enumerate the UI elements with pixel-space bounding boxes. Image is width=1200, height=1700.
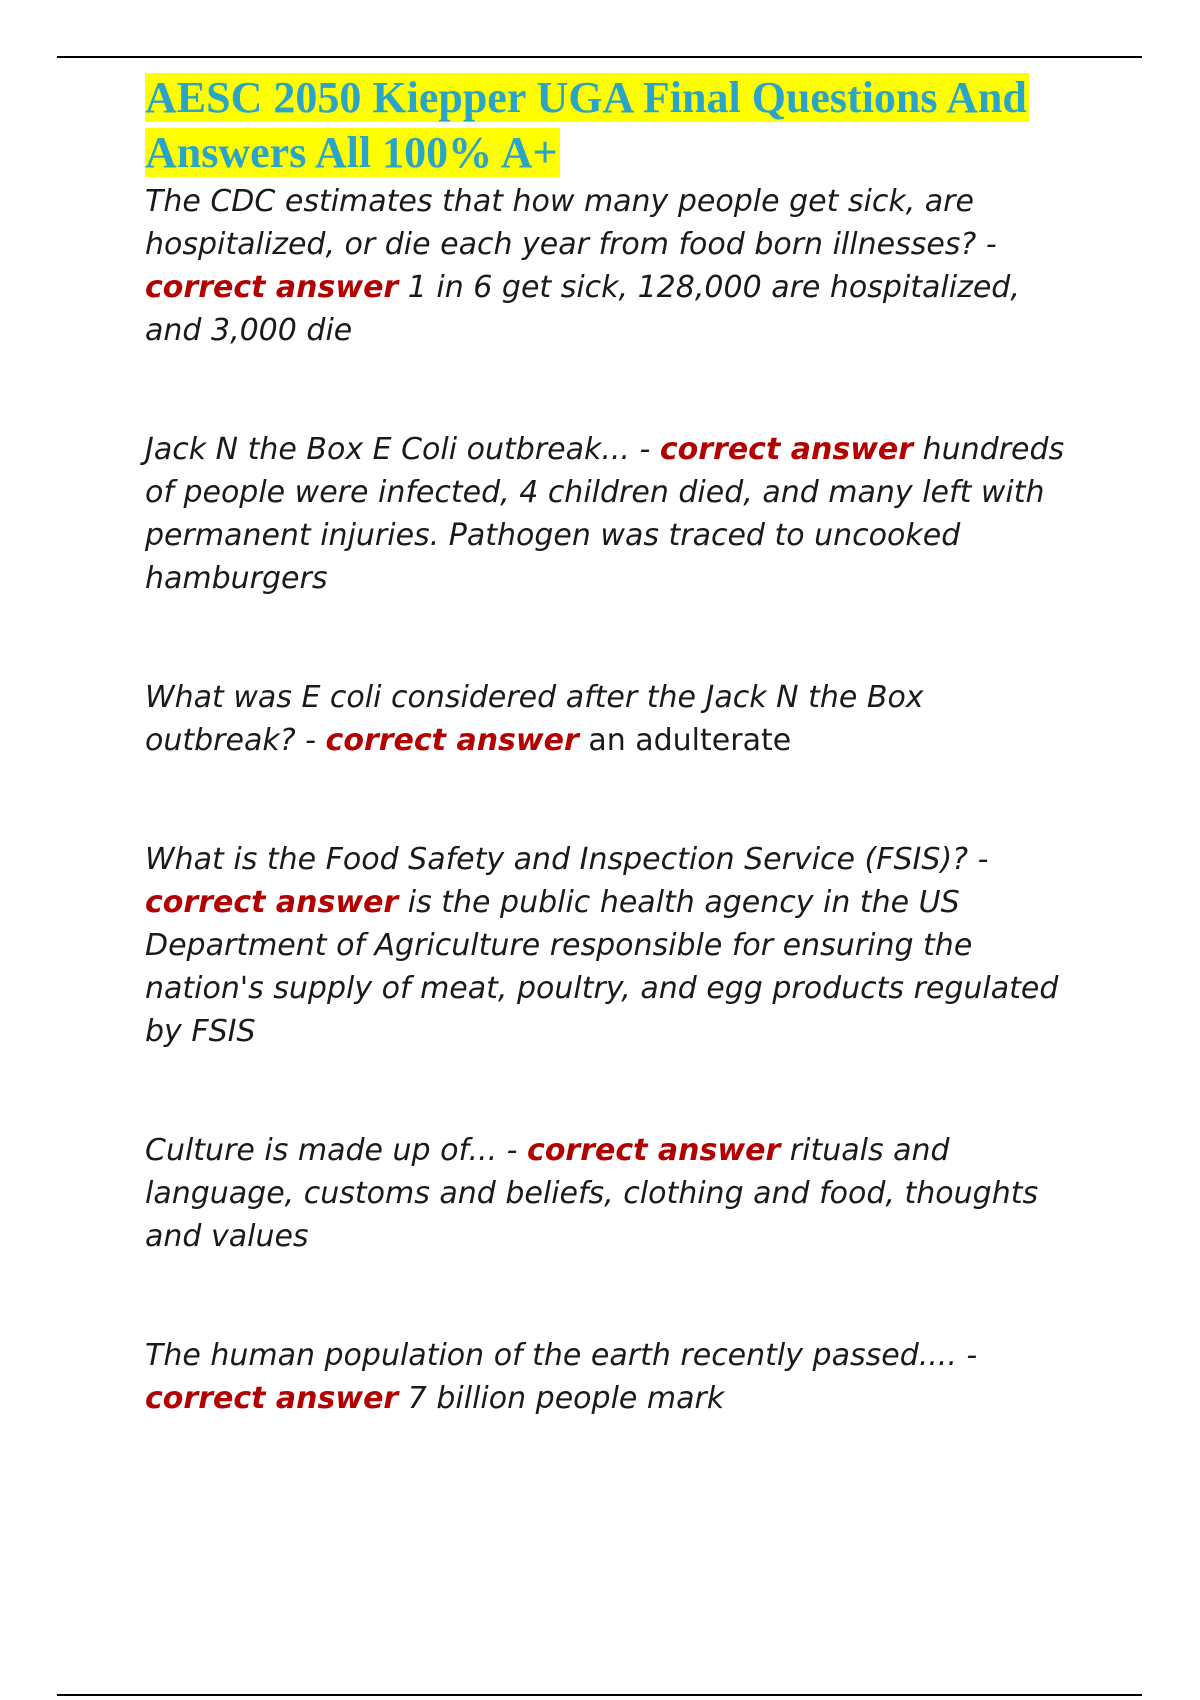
- answer-label: correct answer: [659, 432, 914, 467]
- qa-item: [145, 428, 1075, 600]
- answer-text: hundreds of people were infected, 4 children died, and many left with permanent injuries. Pathogen was traced to uncooked hamburgers: [145, 432, 1065, 596]
- question-text: The human population of the earth recently passed.... -: [145, 1338, 978, 1373]
- qa-item: [145, 838, 1075, 1053]
- answer-label: correct answer: [527, 1133, 781, 1168]
- top-rule: [57, 56, 1142, 58]
- document-title: [145, 70, 1075, 180]
- qa-item: [145, 1129, 1075, 1258]
- question-text: The CDC estimates that how many people get sick, are hospitalized, or die each year from food born illnesses? -: [145, 184, 997, 262]
- answer-label: correct answer: [325, 723, 579, 758]
- question-text: What is the Food Safety and Inspection Service (FSIS)? -: [145, 842, 989, 877]
- title-text: AESC 2050 Kiepper UGA Final Questions And Answers All 100% A+: [145, 73, 1027, 177]
- answer-text: 7 billion people mark: [407, 1381, 725, 1416]
- qa-item: [145, 180, 1075, 352]
- qa-item: [145, 1334, 1075, 1420]
- answer-label: correct answer: [145, 885, 399, 920]
- answer-text: rituals and language, customs and beliefs, clothing and food, thoughts and values: [145, 1133, 1039, 1254]
- document-body: [145, 70, 1075, 1420]
- question-text: Culture is made up of... -: [145, 1133, 528, 1168]
- answer-text: an adulterate: [588, 723, 792, 758]
- answer-text: 1 in 6 get sick, 128,000 are hospitalized, and 3,000 die: [145, 270, 1020, 348]
- answer-text: is the public health agency in the US Department of Agriculture responsible for ensuring the nation's supply of meat, poultry, and egg products regulated by FSIS: [145, 885, 1059, 1049]
- qa-item: [145, 676, 1075, 762]
- bottom-rule: [57, 1694, 1142, 1696]
- question-text: What was E coli considered after the Jack N the Box outbreak? -: [145, 680, 924, 758]
- answer-label: correct answer: [145, 270, 399, 305]
- question-text: Jack N the Box E Coli outbreak... -: [145, 432, 660, 467]
- answer-label: correct answer: [145, 1381, 399, 1416]
